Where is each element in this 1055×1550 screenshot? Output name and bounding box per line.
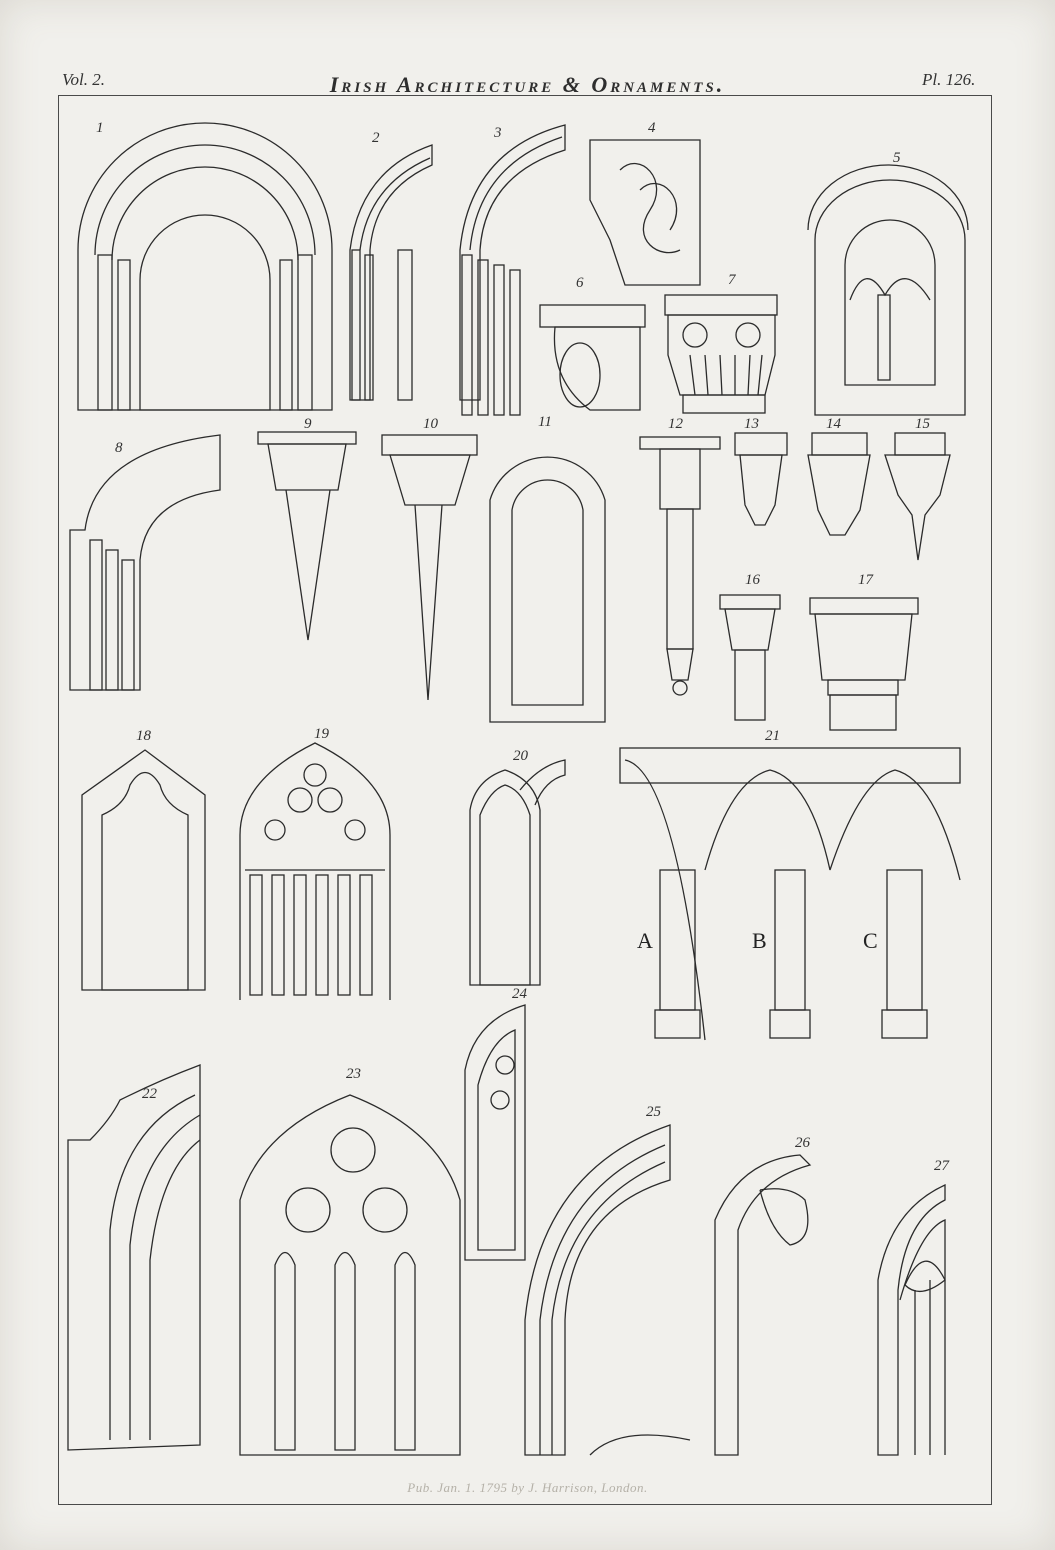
figure-10-pendant-capital: [382, 435, 477, 700]
figure-number: 8: [115, 440, 123, 456]
figure-number: 26: [795, 1135, 810, 1151]
figure-number: 24: [512, 986, 527, 1002]
figure-number: 15: [915, 416, 930, 432]
figure-number: 18: [136, 728, 151, 744]
figure-11-lancet-window: [490, 457, 605, 722]
figure-7-capital: [665, 295, 777, 413]
figure-24-tracery-lancet: [465, 1005, 525, 1260]
figure-16-capital: [720, 595, 780, 720]
volume-label: Vol. 2.: [62, 70, 105, 89]
figure-18-cusped-doorway: [82, 750, 205, 990]
figure-3-arch-jamb: [460, 125, 565, 415]
figure-number: 2: [372, 130, 380, 146]
figure-number: 5: [893, 150, 901, 166]
figure-number: 7: [728, 272, 736, 288]
arcade-letter-b: B: [752, 928, 767, 953]
figure-21-arcade: [620, 748, 960, 1040]
figure-number: 17: [858, 572, 873, 588]
figure-2-arch-jamb: [350, 145, 432, 400]
figure-13-corbel: [735, 433, 787, 525]
figure-number: 16: [745, 572, 760, 588]
figure-17-capital: [810, 598, 918, 730]
figure-15-corbel: [885, 433, 950, 560]
figure-5-window: [808, 165, 968, 415]
figure-number: 13: [744, 416, 759, 432]
figure-8-arch-jamb: [70, 435, 220, 690]
plate-title: Irish Architecture & Ornaments.: [329, 72, 726, 97]
figure-number: 23: [346, 1066, 361, 1082]
figure-number: 20: [513, 748, 528, 764]
figure-25-arch-fragment: [525, 1125, 690, 1455]
figure-number: 21: [765, 728, 780, 744]
figure-number: 11: [538, 414, 552, 430]
figure-9-pendant-capital: [258, 432, 356, 640]
figure-number: 19: [314, 726, 329, 742]
figure-14-corbel: [808, 433, 870, 535]
figure-4-carved-panel: [590, 140, 700, 285]
figure-number: 1: [96, 120, 104, 136]
arcade-letter-a: A: [637, 928, 653, 953]
arcade-letter-c: C: [863, 928, 878, 953]
figure-12-shaft: [640, 437, 720, 695]
figure-number: 14: [826, 416, 841, 432]
figure-number: 4: [648, 120, 656, 136]
figure-number: 9: [304, 416, 312, 432]
figure-22-arch-fragment: [68, 1065, 200, 1450]
figure-number: 27: [934, 1158, 949, 1174]
figure-26-ruined-window: [715, 1155, 810, 1455]
plate-number: Pl. 126.: [922, 70, 976, 89]
publisher-imprint: Pub. Jan. 1. 1795 by J. Harrison, London.: [407, 1480, 648, 1495]
figure-27-ruined-window: [878, 1185, 945, 1455]
figure-23-gothic-window: [240, 1095, 460, 1455]
figure-6-corbel: [540, 305, 645, 410]
figure-number: 10: [423, 416, 438, 432]
figure-number: 6: [576, 275, 584, 291]
figure-number: 3: [494, 125, 502, 141]
figure-1-doorway: [78, 123, 332, 410]
figure-number: 22: [142, 1086, 157, 1102]
figure-number: 12: [668, 416, 683, 432]
figure-19-tracery-window: [240, 743, 390, 1000]
figure-number: 25: [646, 1104, 661, 1120]
figure-20-lancet: [470, 760, 565, 985]
